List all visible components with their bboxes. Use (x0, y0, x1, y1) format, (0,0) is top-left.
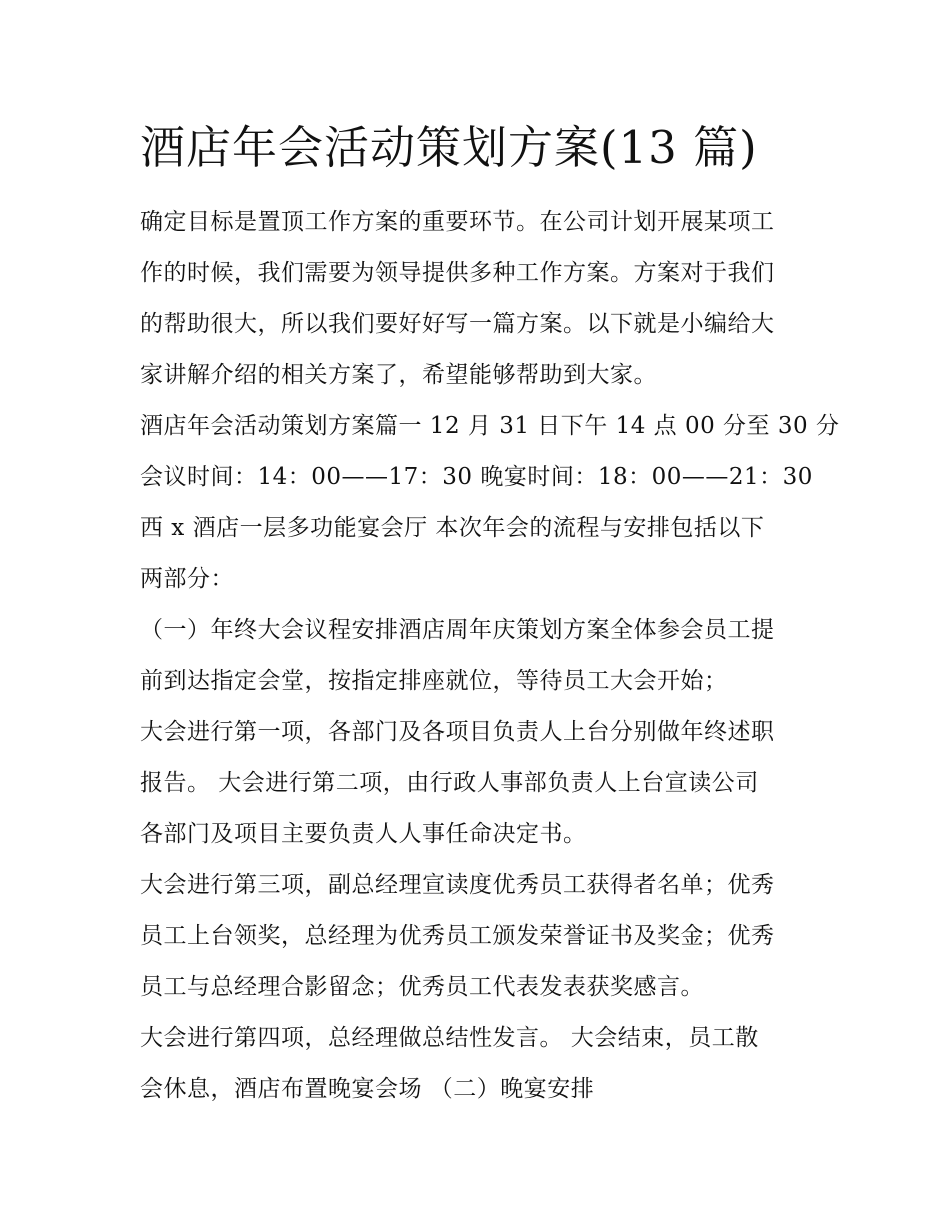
body-line: 员工与总经理合影留念；优秀员工代表发表获奖感言。 (140, 974, 704, 1000)
body-line: 前到达指定会堂，按指定排座就位，等待员工大会开始； (140, 668, 728, 694)
body-line: 员工上台领奖，总经理为优秀员工颁发荣誉证书及奖金；优秀 (140, 923, 775, 949)
body-line: 会休息，酒店布置晚宴会场 （二）晚宴安排 (140, 1076, 595, 1102)
body-line: 报告。 大会进行第二项，由行政人事部负责人上台宣读公司 (140, 770, 759, 796)
body-line: （一）年终大会议程安排酒店周年庆策划方案全体参会员工提 (140, 617, 775, 643)
body-line: 会议时间：14：00——17：30 晚宴时间：18：00——21：30 (140, 464, 813, 490)
document-title: 酒店年会活动策划方案(13 篇) (140, 121, 758, 174)
body-line: 确定目标是置顶工作方案的重要环节。在公司计划开展某项工 (140, 209, 775, 235)
body-line: 家讲解介绍的相关方案了，希望能够帮助到大家。 (140, 362, 657, 388)
document-body (140, 197, 840, 1115)
body-line: 大会进行第三项，副总经理宣读度优秀员工获得者名单；优秀 (140, 872, 775, 898)
body-line: 酒店年会活动策划方案篇一 12 月 31 日下午 14 点 00 分至 30 分 (140, 413, 840, 439)
body-line: 的帮助很大，所以我们要好好写一篇方案。以下就是小编给大 (140, 311, 775, 337)
body-line: 两部分： (140, 566, 234, 592)
body-line: 西 x 酒店一层多功能宴会厅 本次年会的流程与安排包括以下 (140, 515, 765, 541)
body-line: 大会进行第四项，总经理做总结性发言。 大会结束，员工散 (140, 1025, 759, 1051)
body-line: 大会进行第一项，各部门及各项目负责人上台分别做年终述职 (140, 719, 775, 745)
body-line: 作的时候，我们需要为领导提供多种工作方案。方案对于我们 (140, 260, 775, 286)
body-line: 各部门及项目主要负责人人事任命决定书。 (140, 821, 587, 847)
